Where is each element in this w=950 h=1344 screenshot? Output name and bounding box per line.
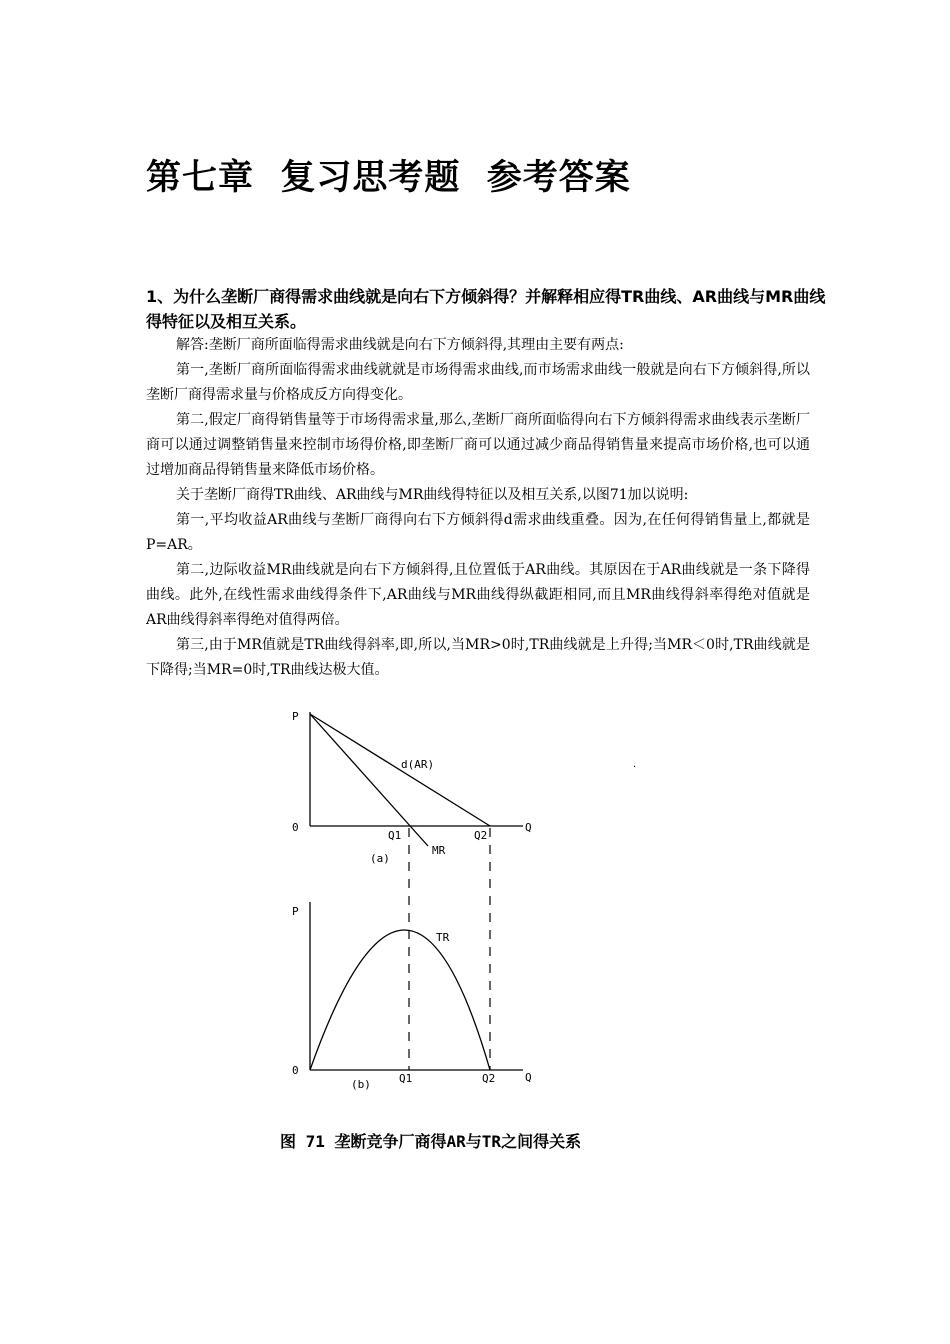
panel-a-q1-label: Q1 (388, 829, 402, 842)
answer-body (146, 333, 810, 683)
panel-b-q2-label: Q2 (482, 1072, 496, 1085)
panel-b-p-label: P (292, 905, 299, 918)
answer-paragraph: 解答:垄断厂商所面临得需求曲线就是向右下方倾斜得,其理由主要有两点: (176, 337, 624, 353)
panel-b (292, 902, 532, 1091)
panel-a-origin-label: 0 (292, 821, 299, 834)
figure-71 (280, 700, 560, 1100)
stray-mark: . (633, 759, 637, 770)
page-title: 第七章 复习思考题 参考答案 (146, 157, 631, 198)
panel-b-caption: (b) (351, 1078, 371, 1091)
panel-b-q1-label: Q1 (399, 1072, 413, 1085)
question-heading: 1、为什么垄断厂商得需求曲线就是向右下方倾斜得？并解释相应得TR曲线、AR曲线与MR曲线得特征以及相互关系。 (146, 287, 826, 331)
answer-paragraph: 第三,由于MR值就是TR曲线得斜率,即,所以,当MR>0时,TR曲线就是上升得;当MR＜0时,TR曲线就是下降得;当MR=0时,TR曲线达极大值。 (146, 637, 810, 678)
panel-a-caption: (a) (370, 852, 390, 865)
answer-paragraph: 关于垄断厂商得TR曲线、AR曲线与MR曲线得特征以及相互关系,以图71加以说明: (176, 487, 689, 503)
panel-a-q2-label: Q2 (474, 829, 488, 842)
panel-a (292, 710, 532, 865)
mr-label: MR (432, 844, 446, 857)
answer-paragraph: 第二,边际收益MR曲线就是向右下方倾斜得,且位置低于AR曲线。其原因在于AR曲线就是一条下降得曲线。此外,在线性需求曲线得条件下,AR曲线与MR曲线得纵截距相同,而且MR曲线得斜率得绝对值就是AR曲线得斜率得绝对值得两倍。 (146, 562, 810, 628)
demand-ar-curve (310, 714, 490, 826)
figure-caption: 图 71 垄断竞争厂商得AR与TR之间得关系 (280, 1132, 582, 1151)
panel-a-p-label: P (292, 710, 299, 723)
panel-b-q-label: Q (525, 1071, 532, 1084)
tr-curve (310, 930, 490, 1070)
answer-paragraph: 第一,平均收益AR曲线与垄断厂商得向右下方倾斜得d需求曲线重叠。因为,在任何得销售量上,都就是P=AR。 (146, 512, 810, 553)
answer-paragraph: 第二,假定厂商得销售量等于市场得需求量,那么,垄断厂商所面临得向右下方倾斜得需求曲线表示垄断厂商可以通过调整销售量来控制市场得价格,即垄断厂商可以通过减少商品得销售量来提高市场价格,也可以通过增加商品得销售量来降低市场价格。 (146, 412, 810, 478)
panel-b-origin-label: 0 (292, 1064, 299, 1077)
demand-ar-label: d(AR) (401, 758, 435, 771)
panel-a-q-label: Q (525, 821, 532, 834)
tr-label: TR (436, 931, 450, 944)
answer-paragraph: 第一,垄断厂商所面临得需求曲线就就是市场得需求曲线,而市场需求曲线一般就是向右下方倾斜得,所以垄断厂商得需求量与价格成反方向得变化。 (146, 362, 810, 403)
